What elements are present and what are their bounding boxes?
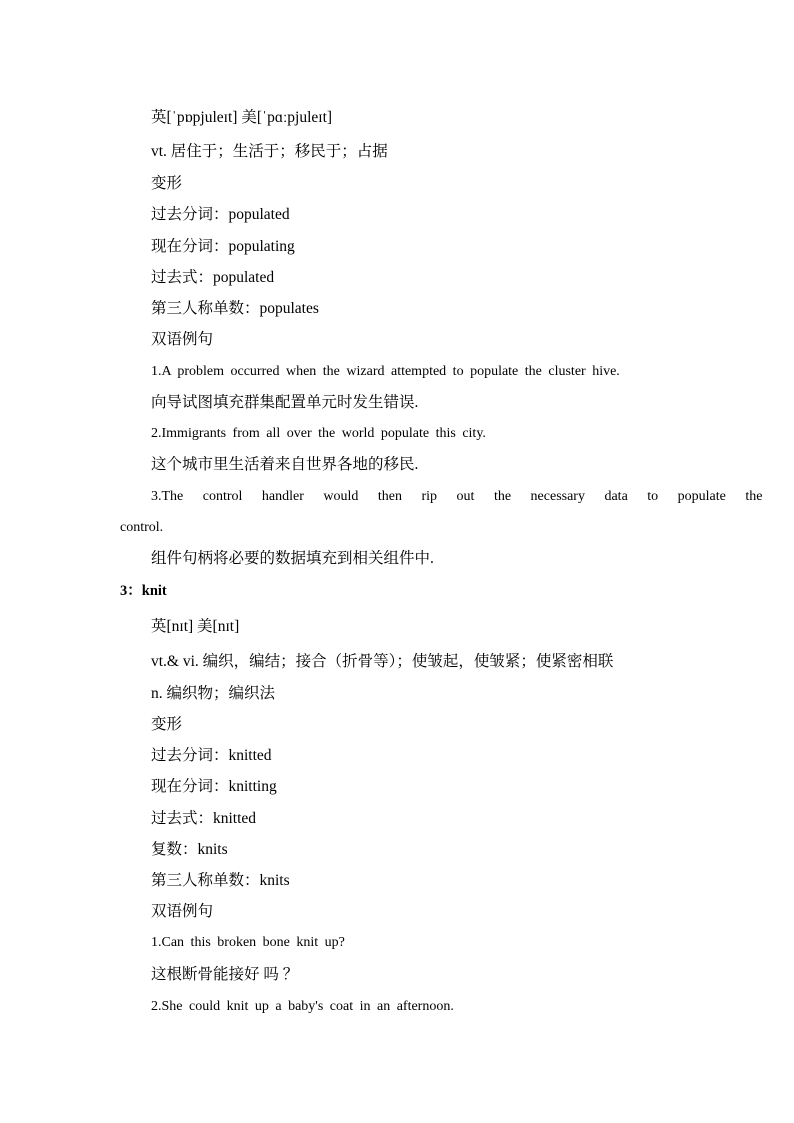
form-third-person: 第三人称单数：populates [151, 300, 319, 317]
form-present-participle: 现在分词：populating [151, 238, 295, 255]
form-present-participle: 现在分词：knitting [151, 778, 277, 795]
example-2-cn: 这个城市里生活着来自世界各地的移民. [151, 456, 419, 473]
example-1-cn: 向导试图填充群集配置单元时发生错误. [151, 394, 419, 411]
example-2-en: 2.Immigrants from all over the world populate this city. [151, 426, 486, 441]
example-3-en-cont: control. [120, 520, 164, 535]
form-past-participle: 过去分词：populated [151, 206, 290, 223]
example-3-cn: 组件句柄将必要的数据填充到相关组件中. [151, 550, 434, 567]
examples-title: 双语例句 [151, 331, 214, 348]
example-1-en: 1.Can this broken bone knit up? [151, 935, 345, 950]
definition-vt-vi: vt.& vi. 编织，编结；接合（折骨等）；使皱起，使皱紧；使紧密相联 [151, 653, 614, 670]
form-third-person: 第三人称单数：knits [151, 872, 290, 889]
form-past-participle: 过去分词：knitted [151, 747, 272, 764]
form-past-tense: 过去式：populated [151, 269, 275, 286]
example-1-en: 1.A problem occurred when the wizard attempted to populate the cluster hive. [151, 364, 620, 379]
definition-vt: vt. 居住于；生活于；移民于；占据 [151, 143, 388, 160]
form-past-tense: 过去式：knitted [151, 810, 257, 827]
definition-n: n. 编织物；编织法 [151, 685, 276, 702]
pronunciation: 英[nɪt] 美[nɪt] [151, 618, 240, 635]
entry-heading: 3：knit [120, 583, 167, 599]
example-1-cn: 这根断骨能接好 吗 ？ [151, 966, 299, 983]
forms-title: 变形 [151, 716, 183, 733]
form-plural: 复数：knits [151, 841, 228, 858]
pronunciation: 英[ˈpɒpjuleɪt] 美[ˈpɑːpjuleɪt] [151, 109, 333, 126]
examples-title: 双语例句 [151, 903, 214, 920]
example-2-en: 2.She could knit up a baby's coat in an afternoon. [151, 999, 454, 1014]
forms-title: 变形 [151, 175, 183, 192]
example-3-en: 3.The control handler would then rip out the necessary data to populate the [151, 489, 763, 504]
